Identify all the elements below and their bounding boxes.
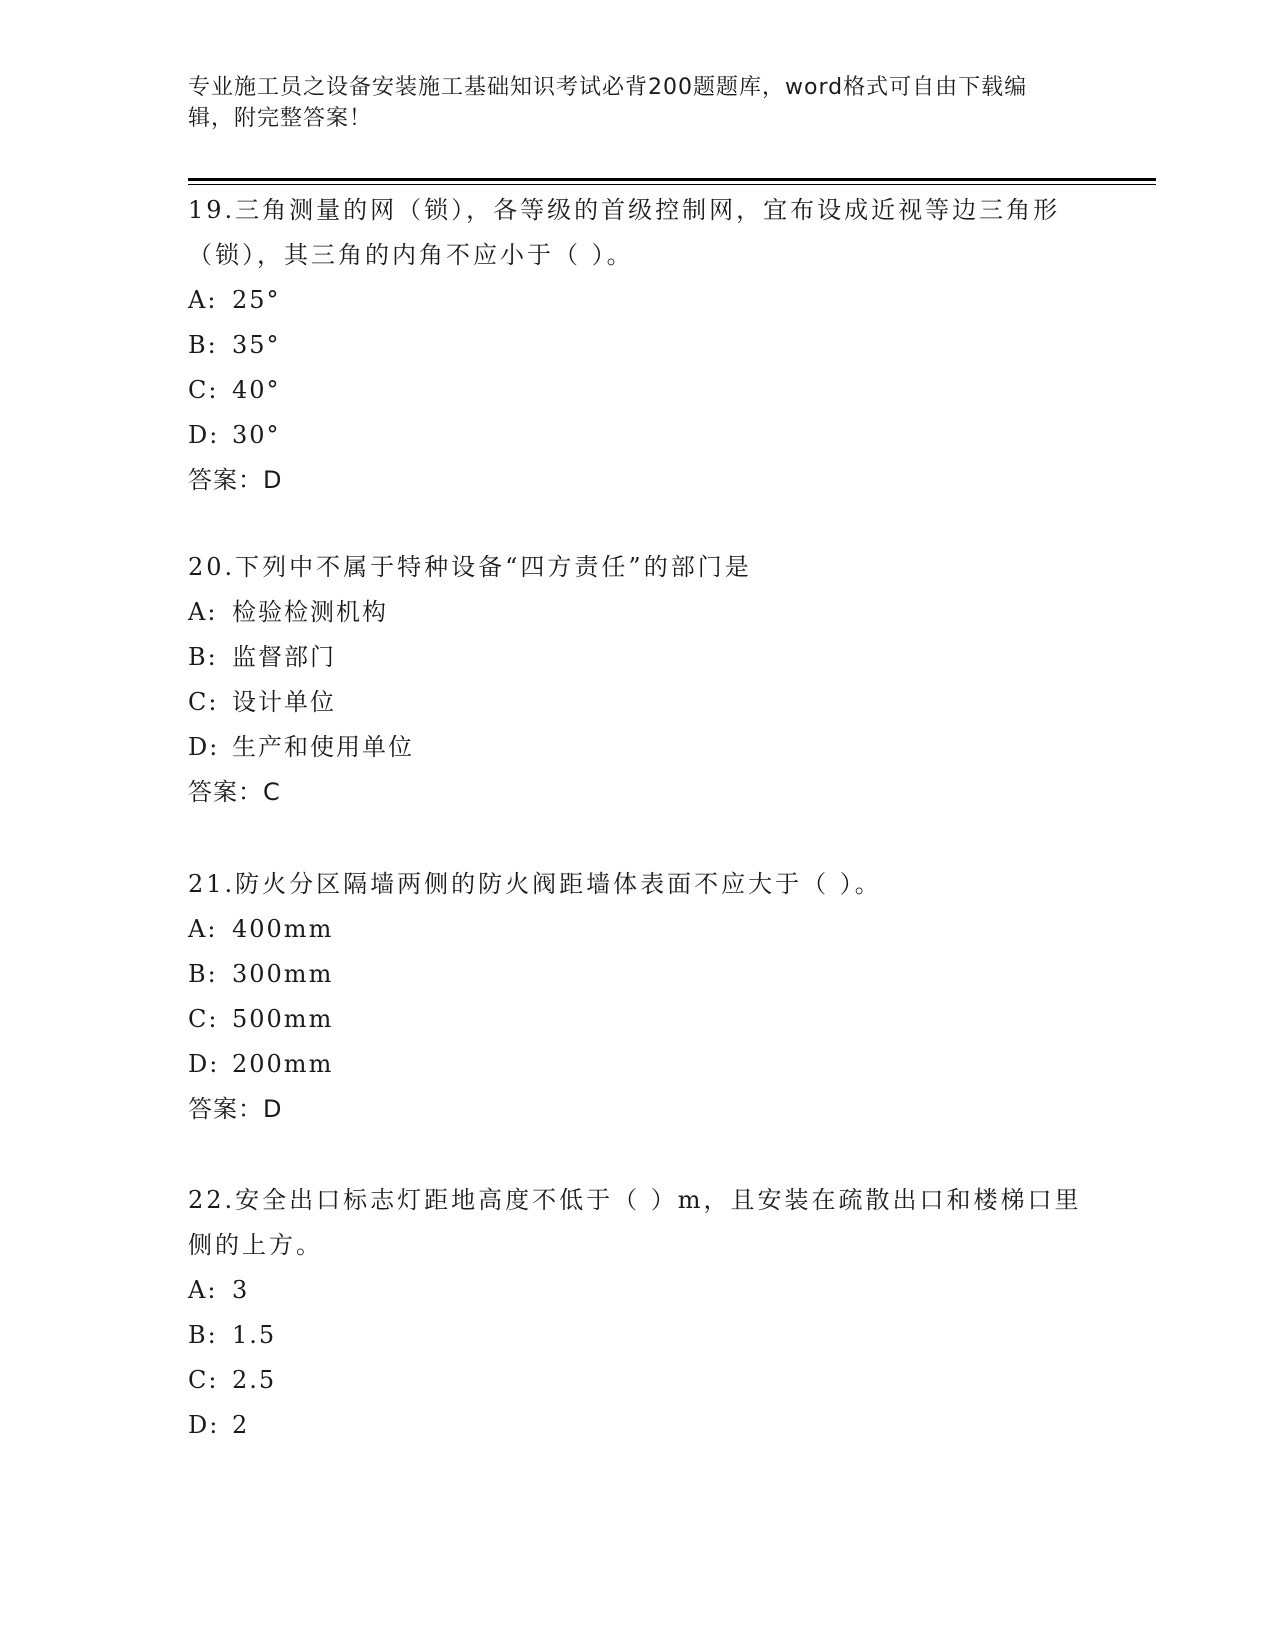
option-label: C:	[188, 376, 219, 404]
option-text: 400mm	[232, 915, 334, 943]
option-a	[188, 278, 1088, 323]
option-text: 1.5	[232, 1321, 277, 1349]
question-22	[188, 1178, 1088, 1448]
option-label: D:	[188, 1411, 220, 1439]
option-c	[188, 368, 1088, 413]
option-a	[188, 1268, 1088, 1313]
option-text: 生产和使用单位	[232, 733, 414, 761]
option-text: 检验检测机构	[232, 598, 388, 626]
question-stem: 22.安全出口标志灯距地高度不低于（ ）m，且安装在疏散出口和楼梯口里侧的上方。	[188, 1186, 1082, 1259]
option-text: 2.5	[232, 1366, 277, 1394]
question-20	[188, 545, 1088, 815]
option-label: D:	[188, 421, 220, 449]
option-text: 200mm	[232, 1050, 334, 1078]
option-c	[188, 997, 1088, 1042]
answer-line: 答案：D	[188, 466, 283, 494]
option-label: B:	[188, 331, 218, 359]
option-label: B:	[188, 643, 218, 671]
answer-line: 答案：D	[188, 1095, 283, 1123]
option-label: A:	[188, 598, 218, 626]
option-c	[188, 1358, 1088, 1403]
option-text: 2	[232, 1411, 250, 1439]
option-text: 35°	[232, 331, 281, 359]
option-text: 300mm	[232, 960, 334, 988]
option-d	[188, 413, 1088, 458]
header-divider-thick	[188, 178, 1156, 181]
option-label: D:	[188, 733, 220, 761]
header-divider-thin	[188, 184, 1156, 185]
option-d	[188, 725, 1088, 770]
option-b	[188, 323, 1088, 368]
option-label: A:	[188, 286, 218, 314]
option-b	[188, 952, 1088, 997]
header-title: 专业施工员之设备安装施工基础知识考试必背200题题库，word格式可自由下载编辑，附完整答案！	[188, 75, 1028, 131]
option-text: 监督部门	[232, 643, 336, 671]
option-d	[188, 1042, 1088, 1087]
option-text: 25°	[232, 286, 281, 314]
option-d	[188, 1403, 1088, 1448]
option-label: C:	[188, 1366, 219, 1394]
option-label: C:	[188, 1005, 219, 1033]
option-label: B:	[188, 960, 218, 988]
question-stem: 21.防火分区隔墙两侧的防火阀距墙体表面不应大于（ ）。	[188, 870, 882, 898]
option-text: 40°	[232, 376, 281, 404]
document-header	[188, 72, 1068, 134]
option-c	[188, 680, 1088, 725]
option-label: B:	[188, 1321, 218, 1349]
option-text: 设计单位	[232, 688, 336, 716]
option-label: C:	[188, 688, 219, 716]
question-19	[188, 188, 1088, 503]
option-text: 30°	[232, 421, 281, 449]
question-stem: 20.下列中不属于特种设备“四方责任”的部门是	[188, 553, 752, 581]
option-label: D:	[188, 1050, 220, 1078]
option-a	[188, 590, 1088, 635]
option-text: 3	[232, 1276, 250, 1304]
option-a	[188, 907, 1088, 952]
option-b	[188, 1313, 1088, 1358]
question-21	[188, 862, 1088, 1132]
option-label: A:	[188, 915, 218, 943]
question-stem: 19.三角测量的网（锁），各等级的首级控制网，宜布设成近视等边三角形（锁），其三角的内角不应小于（ ）。	[188, 196, 1061, 269]
option-b	[188, 635, 1088, 680]
answer-line: 答案：C	[188, 778, 281, 806]
option-label: A:	[188, 1276, 218, 1304]
option-text: 500mm	[232, 1005, 334, 1033]
